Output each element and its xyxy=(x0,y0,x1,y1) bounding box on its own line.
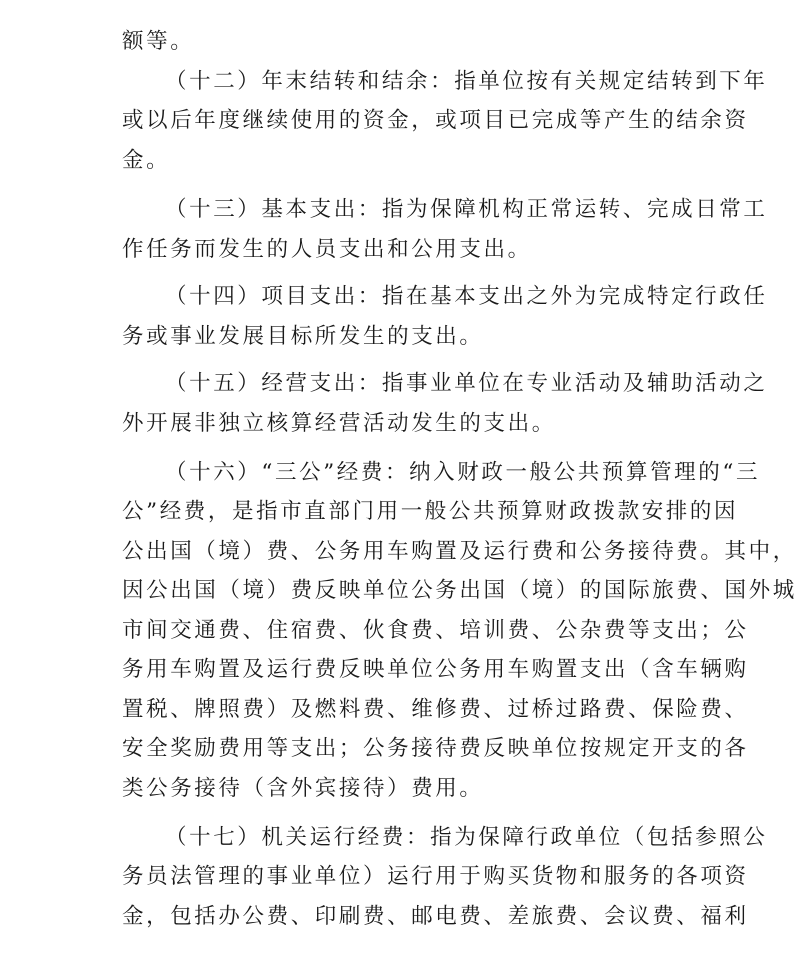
text-line: 公”经费，是指市直部门用一般公共预算财政拨款安排的因 xyxy=(122,499,739,524)
text-line: （十四）项目支出：指在基本支出之外为完成特定行政任 xyxy=(165,284,768,309)
text-line: 务员法管理的事业单位）运行用于购买货物和服务的各项资 xyxy=(122,864,749,889)
text-line: 务用车购置及运行费反映单位公务用车购置支出（含车辆购 xyxy=(122,657,749,682)
text-line: 或以后年度继续使用的资金，或项目已完成等产生的结余资 xyxy=(122,108,749,133)
text-line: 金，包括办公费、印刷费、邮电费、差旅费、会议费、福利 xyxy=(122,904,749,929)
text-line: （十六）“三公”经费：纳入财政一般公共预算管理的“三 xyxy=(165,460,761,485)
text-line: 安全奖励费用等支出；公务接待费反映单位按规定开支的各 xyxy=(122,736,749,761)
text-line: 额等。 xyxy=(122,29,195,54)
text-line: 务或事业发展目标所发生的支出。 xyxy=(122,324,484,349)
text-line: 金。 xyxy=(122,148,171,173)
text-line: 市间交通费、住宿费、伙食费、培训费、公杂费等支出；公 xyxy=(122,618,749,643)
text-line: 作任务而发生的人员支出和公用支出。 xyxy=(122,237,532,262)
text-line: 公出国（境）费、公务用车购置及运行费和公务接待费。其中， xyxy=(122,539,797,564)
text-line: （十七）机关运行经费：指为保障行政单位（包括参照公 xyxy=(165,825,768,850)
text-line: （十五）经营支出：指事业单位在专业活动及辅助活动之 xyxy=(165,371,768,396)
text-line: （十三）基本支出：指为保障机构正常运转、完成日常工 xyxy=(165,197,768,222)
text-line: 类公务接待（含外宾接待）费用。 xyxy=(122,776,484,801)
text-line: 因公出国（境）费反映单位公务出国（境）的国际旅费、国外城 xyxy=(122,578,797,603)
text-line: （十二）年末结转和结余：指单位按有关规定结转到下年 xyxy=(165,69,768,94)
text-line: 置税、牌照费）及燃料费、维修费、过桥过路费、保险费、 xyxy=(122,697,749,722)
text-line: 外开展非独立核算经营活动发生的支出。 xyxy=(122,411,556,436)
